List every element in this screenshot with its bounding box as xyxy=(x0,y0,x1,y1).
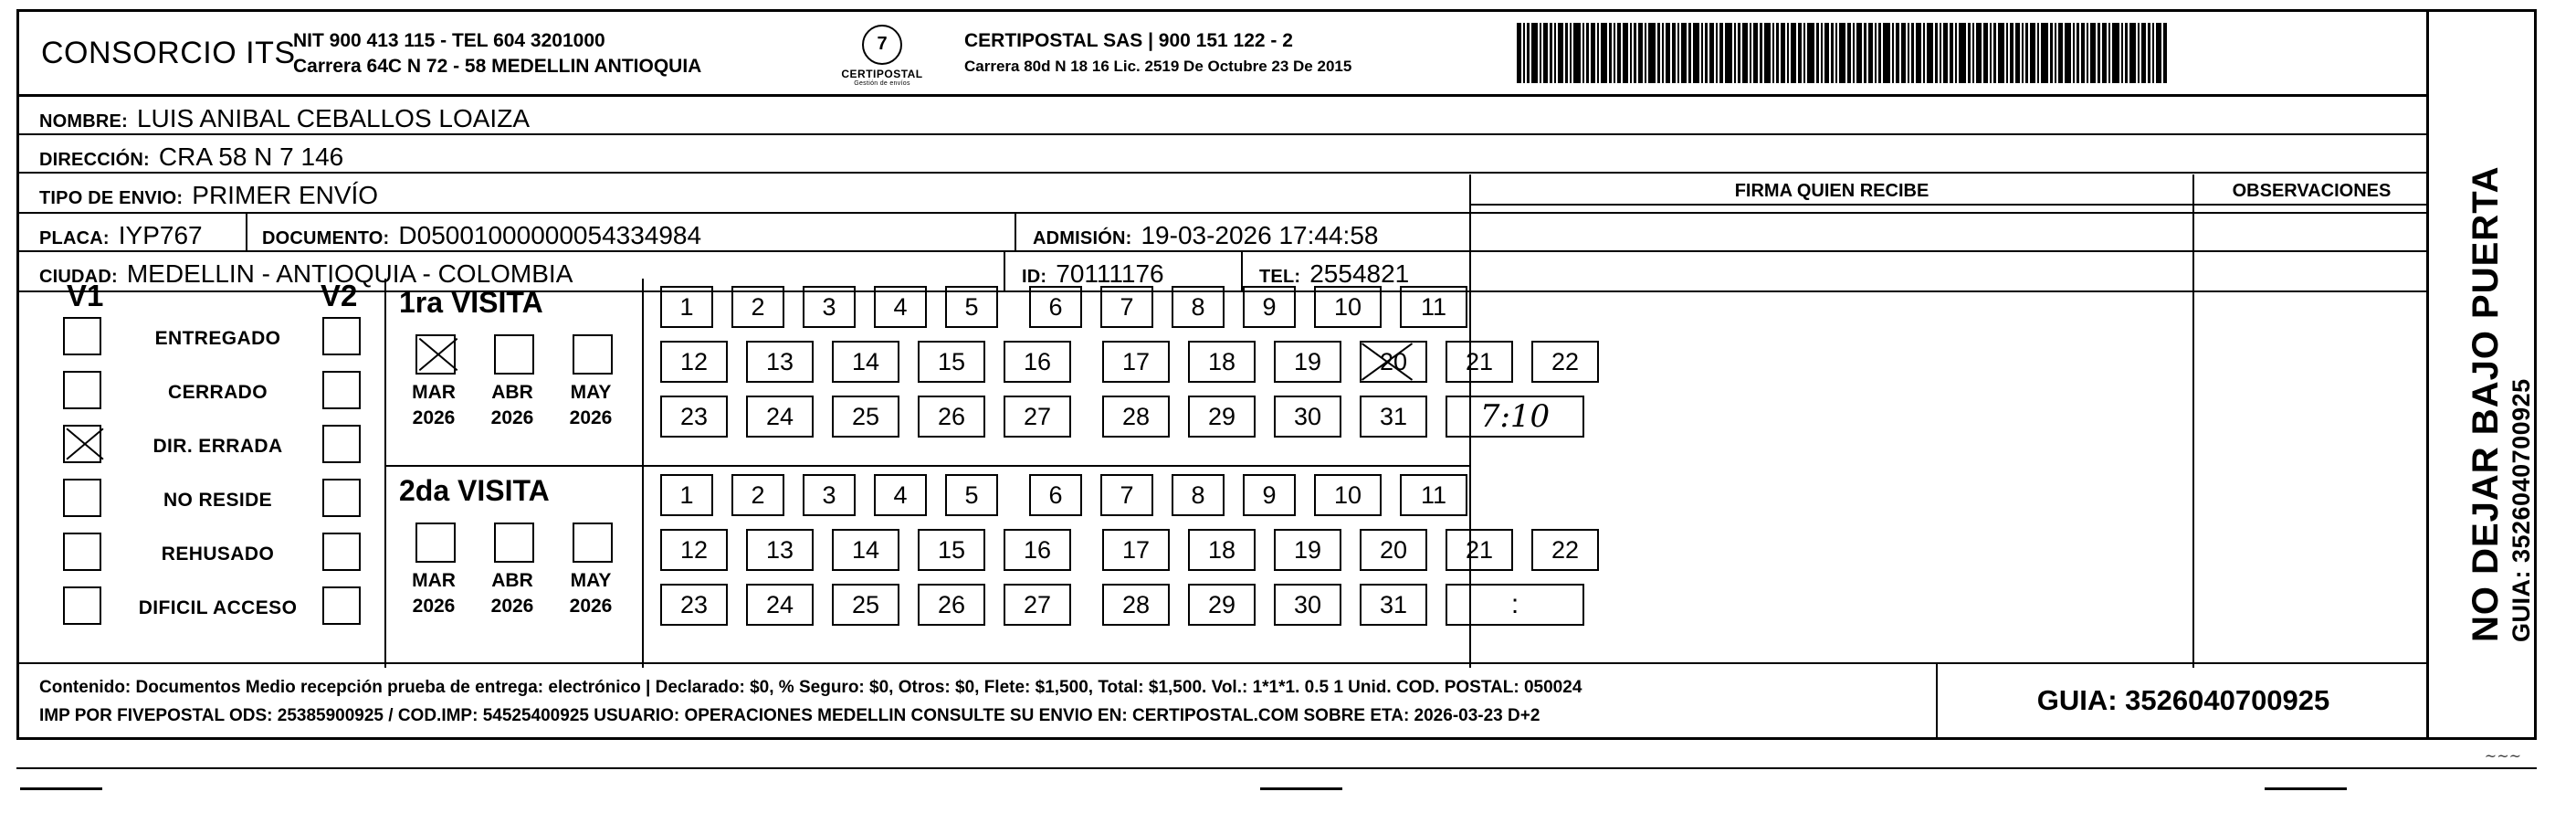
stub-tick-center xyxy=(1260,787,1342,790)
day-checkbox-13[interactable]: 13 xyxy=(746,341,814,383)
tel-value: 2554821 xyxy=(1309,259,1410,288)
day-checkbox-23[interactable]: 23 xyxy=(660,584,728,626)
logo-glyph: 7 xyxy=(862,25,902,65)
divider-placa xyxy=(246,214,247,250)
day-checkbox-21[interactable]: 21 xyxy=(1446,529,1513,571)
day-checkbox-1[interactable]: 1 xyxy=(660,286,713,328)
status-option-label: DIR. ERRADA xyxy=(152,436,283,457)
day-checkbox-31[interactable]: 31 xyxy=(1360,584,1427,626)
checkbox-v2-entregado[interactable] xyxy=(322,317,361,355)
day-checkbox-12[interactable]: 12 xyxy=(660,341,728,383)
day-checkbox-31[interactable]: 31 xyxy=(1360,396,1427,438)
day-checkbox-28[interactable]: 28 xyxy=(1102,584,1170,626)
day-checkbox-4[interactable]: 4 xyxy=(874,474,927,516)
first-visit-block xyxy=(384,279,642,465)
first-visit-day-grid xyxy=(642,279,1580,465)
day-row xyxy=(644,341,1580,388)
side-guia-text: GUIA: 3526040700925 xyxy=(2508,378,2535,642)
day-checkbox-10[interactable]: 10 xyxy=(1314,474,1382,516)
month-year: 2026 xyxy=(569,407,613,428)
documento-value: D05001000000054334984 xyxy=(398,221,702,249)
day-checkbox-2[interactable]: 2 xyxy=(731,286,784,328)
second-visit-block xyxy=(384,465,642,668)
status-row xyxy=(19,479,383,533)
label-header xyxy=(19,12,2429,97)
visit-time-box[interactable] xyxy=(1446,396,1584,438)
first-visit-title: 1ra VISITA xyxy=(399,286,543,319)
visit-time-value: : xyxy=(1510,589,1519,619)
status-rows xyxy=(19,317,383,640)
month-label: MAY xyxy=(570,382,612,403)
sender-nit-block xyxy=(293,28,701,79)
day-checkbox-6[interactable]: 6 xyxy=(1029,286,1082,328)
day-checkbox-9[interactable]: 9 xyxy=(1243,474,1296,516)
id-value: 70111176 xyxy=(1056,259,1164,288)
day-checkbox-27[interactable]: 27 xyxy=(1004,396,1071,438)
day-checkbox-3[interactable]: 3 xyxy=(803,286,856,328)
carrier-info-block xyxy=(964,28,1351,79)
row-nombre xyxy=(19,97,2429,135)
handwritten-scribble: ~~~ xyxy=(2484,747,2521,765)
day-checkbox-30[interactable]: 30 xyxy=(1274,396,1341,438)
checkbox-v2-no-reside[interactable] xyxy=(322,479,361,517)
day-checkbox-7[interactable]: 7 xyxy=(1100,474,1153,516)
certipostal-logo xyxy=(823,25,941,87)
day-row xyxy=(644,474,1469,522)
admision-value: 19-03-2026 17:44:58 xyxy=(1141,221,1379,249)
month-year: 2026 xyxy=(490,596,534,617)
day-checkbox-8[interactable]: 8 xyxy=(1172,474,1225,516)
day-checkbox-7[interactable]: 7 xyxy=(1100,286,1153,328)
day-checkbox-13[interactable]: 13 xyxy=(746,529,814,571)
no-dejar-bajo-puerta-text: NO DEJAR BAJO PUERTA xyxy=(2466,165,2506,642)
day-checkbox-15[interactable]: 15 xyxy=(918,341,985,383)
day-row xyxy=(644,529,1580,576)
status-row xyxy=(19,533,383,586)
carrier-address-license: Carrera 80d N 18 16 Lic. 2519 De Octubre 23 De 2015 xyxy=(964,58,1352,75)
status-row xyxy=(19,425,383,479)
stub-divider-line xyxy=(16,767,2537,769)
day-checkbox-19[interactable]: 19 xyxy=(1274,341,1341,383)
sender-address-line: Carrera 64C N 72 - 58 MEDELLIN ANTIOQUIA xyxy=(293,56,702,77)
v2-title: V2 xyxy=(321,279,358,312)
row-direccion xyxy=(19,135,2429,174)
day-checkbox-20[interactable]: 20 xyxy=(1360,529,1427,571)
checkbox-v2-cerrado[interactable] xyxy=(322,371,361,409)
day-checkbox-29[interactable]: 29 xyxy=(1188,396,1256,438)
day-checkbox-22[interactable]: 22 xyxy=(1531,529,1599,571)
day-checkbox-26[interactable]: 26 xyxy=(918,584,985,626)
direccion-label: DIRECCIÓN: xyxy=(39,150,150,170)
sender-nit-line1: NIT 900 413 115 - TEL 604 3201000 xyxy=(293,30,605,51)
day-checkbox-11[interactable]: 11 xyxy=(1400,286,1467,328)
day-checkbox-10[interactable]: 10 xyxy=(1314,286,1382,328)
day-checkbox-5[interactable]: 5 xyxy=(945,286,998,328)
day-checkbox-16[interactable]: 16 xyxy=(1004,341,1071,383)
day-checkbox-21[interactable]: 21 xyxy=(1446,341,1513,383)
status-header xyxy=(19,279,383,317)
sender-company-name: CONSORCIO ITS xyxy=(41,36,296,70)
day-row xyxy=(644,584,1519,631)
stub-tick-left xyxy=(20,787,102,790)
checkbox-v2-rehusado[interactable] xyxy=(322,533,361,571)
nombre-value: LUIS ANIBAL CEBALLOS LOAIZA xyxy=(136,104,530,132)
month-checkbox-mar[interactable] xyxy=(415,334,456,375)
day-checkbox-17[interactable]: 17 xyxy=(1102,529,1170,571)
month-year: 2026 xyxy=(412,407,456,428)
status-row xyxy=(19,586,383,640)
admision-label: ADMISIÓN: xyxy=(1033,228,1132,248)
documento-label: DOCUMENTO: xyxy=(262,228,390,248)
checkbox-v1-entregado[interactable] xyxy=(63,317,101,355)
day-checkbox-12[interactable]: 12 xyxy=(660,529,728,571)
checkbox-v2-dir-errada[interactable] xyxy=(322,425,361,463)
status-option-label: CERRADO xyxy=(168,382,268,403)
day-checkbox-3[interactable]: 3 xyxy=(803,474,856,516)
status-checkbox-block xyxy=(19,279,383,644)
barcode xyxy=(1517,23,2311,83)
day-checkbox-14[interactable]: 14 xyxy=(832,341,899,383)
day-checkbox-18[interactable]: 18 xyxy=(1188,529,1256,571)
month-checkbox-mar[interactable] xyxy=(415,523,456,563)
day-checkbox-25[interactable]: 25 xyxy=(832,396,899,438)
second-visit-title: 2da VISITA xyxy=(399,474,550,507)
status-row xyxy=(19,371,383,425)
day-checkbox-24[interactable]: 24 xyxy=(746,396,814,438)
month-label: MAR xyxy=(412,382,456,403)
status-option-label: REHUSADO xyxy=(161,544,275,565)
month-year: 2026 xyxy=(490,407,534,428)
day-checkbox-29[interactable]: 29 xyxy=(1188,584,1256,626)
second-visit-day-grid xyxy=(642,465,1580,668)
day-checkbox-27[interactable]: 27 xyxy=(1004,584,1071,626)
placa-value: IYP767 xyxy=(118,221,203,249)
first-visit-months xyxy=(386,334,642,435)
day-checkbox-19[interactable]: 19 xyxy=(1274,529,1341,571)
month-year: 2026 xyxy=(412,596,456,617)
carrier-name-nit: CERTIPOSTAL SAS | 900 151 122 - 2 xyxy=(964,30,1293,51)
signature-observations-panel xyxy=(1469,174,2429,668)
day-checkbox-8[interactable]: 8 xyxy=(1172,286,1225,328)
day-checkbox-17[interactable]: 17 xyxy=(1102,341,1170,383)
month-label: MAY xyxy=(570,570,612,591)
observations-area[interactable] xyxy=(2194,206,2429,666)
day-checkbox-5[interactable]: 5 xyxy=(945,474,998,516)
ciudad-label: CIUDAD: xyxy=(39,267,118,287)
logo-name: CERTIPOSTAL xyxy=(841,68,923,80)
day-checkbox-9[interactable]: 9 xyxy=(1243,286,1296,328)
month-checkbox-abr[interactable] xyxy=(494,523,534,563)
checkbox-v1-dificil-acceso[interactable] xyxy=(63,586,101,625)
label-content xyxy=(19,12,2429,737)
day-checkbox-20[interactable]: 20 xyxy=(1360,341,1427,383)
id-label: ID: xyxy=(1022,267,1047,287)
v1-title: V1 xyxy=(67,279,104,312)
checkbox-v1-dir-errada[interactable] xyxy=(63,425,101,463)
nombre-label: NOMBRE: xyxy=(39,111,128,132)
status-row xyxy=(19,317,383,371)
visit-time-value: 7:10 xyxy=(1479,398,1551,435)
status-option-label: DIFICIL ACCESO xyxy=(138,597,298,618)
day-checkbox-26[interactable]: 26 xyxy=(918,396,985,438)
day-checkbox-2[interactable]: 2 xyxy=(731,474,784,516)
signature-observations-header xyxy=(1471,174,2429,206)
firma-title: FIRMA QUIEN RECIBE xyxy=(1734,181,1929,201)
day-checkbox-28[interactable]: 28 xyxy=(1102,396,1170,438)
label-footer xyxy=(19,662,2429,737)
day-checkbox-18[interactable]: 18 xyxy=(1188,341,1256,383)
second-visit-months xyxy=(386,523,642,623)
checkbox-v2-dificil-acceso[interactable] xyxy=(322,586,361,625)
placa-label: PLACA: xyxy=(39,228,110,248)
side-warning-strip xyxy=(2426,12,2534,737)
day-checkbox-25[interactable]: 25 xyxy=(832,584,899,626)
day-checkbox-11[interactable]: 11 xyxy=(1400,474,1467,516)
footer-line-1: Contenido: Documentos Medio recepción prueba de entrega: electrónico | Declarado: $0, % Seguro: $0, Otros: $0, Flete: $1,500, Total: $1,500. Vol.: 1*1*1. 0.5 1 Unid. COD. POSTAL: 050024 xyxy=(39,678,1582,697)
month-label: ABR xyxy=(491,382,533,403)
month-checkbox-abr[interactable] xyxy=(494,334,534,375)
day-checkbox-1[interactable]: 1 xyxy=(660,474,713,516)
tel-label: TEL: xyxy=(1259,267,1301,287)
day-checkbox-24[interactable]: 24 xyxy=(746,584,814,626)
day-checkbox-22[interactable]: 22 xyxy=(1531,341,1599,383)
day-checkbox-4[interactable]: 4 xyxy=(874,286,927,328)
status-option-label: NO RESIDE xyxy=(163,490,273,511)
ciudad-value: MEDELLIN - ANTIOQUIA - COLOMBIA xyxy=(126,259,573,288)
divider-admision xyxy=(1015,214,1016,250)
day-checkbox-30[interactable]: 30 xyxy=(1274,584,1341,626)
month-year: 2026 xyxy=(569,596,613,617)
footer-line-2: IMP POR FIVEPOSTAL ODS: 25385900925 / COD.IMP: 54525400925 USUARIO: OPERACIONES MEDELLIN CONSULTE SU ENVIO EN: CERTIPOSTAL.COM SOBRE ETA: 2026-03-23 D+2 xyxy=(39,706,1540,725)
month-checkbox-may[interactable] xyxy=(573,523,613,563)
day-row xyxy=(644,286,1469,333)
day-checkbox-6[interactable]: 6 xyxy=(1029,474,1082,516)
visit-time-box[interactable] xyxy=(1446,584,1584,626)
footer-text xyxy=(39,673,1893,730)
direccion-value: CRA 58 N 7 146 xyxy=(158,143,344,171)
shipping-label xyxy=(16,9,2537,740)
tipo-envio-value: PRIMER ENVÍO xyxy=(192,181,379,209)
day-row xyxy=(644,396,1551,443)
status-option-label: ENTREGADO xyxy=(154,328,281,349)
tipo-envio-label: TIPO DE ENVIO: xyxy=(39,188,184,208)
month-checkbox-may[interactable] xyxy=(573,334,613,375)
month-label: ABR xyxy=(491,570,533,591)
stub-tick-right xyxy=(2265,787,2347,790)
month-label: MAR xyxy=(412,570,456,591)
day-checkbox-14[interactable]: 14 xyxy=(832,529,899,571)
day-checkbox-23[interactable]: 23 xyxy=(660,396,728,438)
day-checkbox-15[interactable]: 15 xyxy=(918,529,985,571)
checkbox-v1-rehusado[interactable] xyxy=(63,533,101,571)
logo-tagline: Gestión de envíos xyxy=(854,80,910,87)
observaciones-title: OBSERVACIONES xyxy=(2232,181,2392,201)
checkbox-v1-no-reside[interactable] xyxy=(63,479,101,517)
checkbox-v1-cerrado[interactable] xyxy=(63,371,101,409)
day-checkbox-16[interactable]: 16 xyxy=(1004,529,1071,571)
guia-number: GUIA: 3526040700925 xyxy=(1936,664,2429,737)
